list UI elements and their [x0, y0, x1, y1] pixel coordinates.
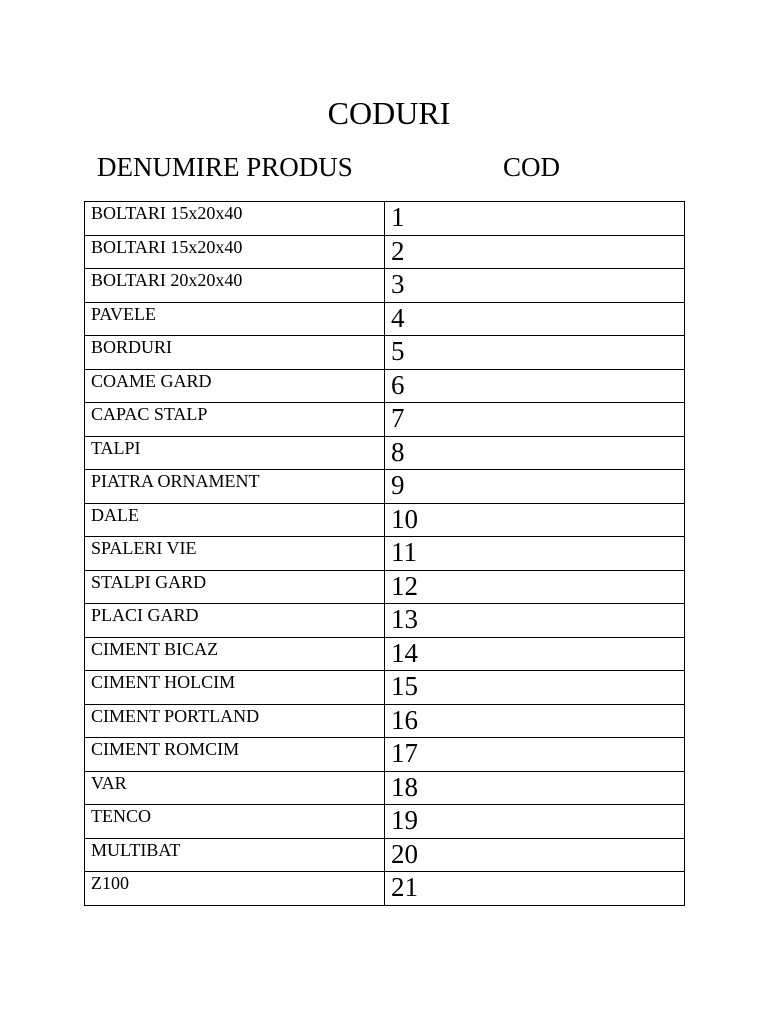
product-name-cell: PAVELE — [85, 302, 385, 336]
product-code-cell: 21 — [385, 872, 685, 906]
table-row — [85, 805, 685, 839]
product-codes-table — [84, 201, 685, 906]
table-row — [85, 336, 685, 370]
product-code-cell: 15 — [385, 671, 685, 705]
table-row — [85, 436, 685, 470]
table-row — [85, 637, 685, 671]
product-name-cell: CAPAC STALP — [85, 403, 385, 437]
product-code-cell: 18 — [385, 771, 685, 805]
table-row — [85, 570, 685, 604]
column-header-product-name: DENUMIRE PRODUS — [97, 152, 353, 182]
product-code-cell: 6 — [385, 369, 685, 403]
table-row — [85, 470, 685, 504]
table-row — [85, 537, 685, 571]
table-row — [85, 235, 685, 269]
product-name-cell: TALPI — [85, 436, 385, 470]
table-row — [85, 604, 685, 638]
table-row — [85, 838, 685, 872]
product-code-cell: 2 — [385, 235, 685, 269]
product-name-cell: BORDURI — [85, 336, 385, 370]
product-code-cell: 11 — [385, 537, 685, 571]
product-code-cell: 1 — [385, 202, 685, 236]
product-name-cell: MULTIBAT — [85, 838, 385, 872]
product-name-cell: BOLTARI 15x20x40 — [85, 235, 385, 269]
product-name-cell: DALE — [85, 503, 385, 537]
product-name-cell: PIATRA ORNAMENT — [85, 470, 385, 504]
table-row — [85, 269, 685, 303]
product-name-cell: BOLTARI 15x20x40 — [85, 202, 385, 236]
product-name-cell: PLACI GARD — [85, 604, 385, 638]
product-name-cell: CIMENT ROMCIM — [85, 738, 385, 772]
product-name-cell: CIMENT PORTLAND — [85, 704, 385, 738]
product-code-cell: 17 — [385, 738, 685, 772]
product-code-cell: 13 — [385, 604, 685, 638]
table-row — [85, 503, 685, 537]
page-title: CODURI — [327, 95, 451, 131]
table-row — [85, 202, 685, 236]
table-row — [85, 302, 685, 336]
product-code-cell: 14 — [385, 637, 685, 671]
product-name-cell: VAR — [85, 771, 385, 805]
product-code-cell: 20 — [385, 838, 685, 872]
product-name-cell: BOLTARI 20x20x40 — [85, 269, 385, 303]
table-row — [85, 738, 685, 772]
product-code-cell: 16 — [385, 704, 685, 738]
table-row — [85, 872, 685, 906]
product-code-cell: 10 — [385, 503, 685, 537]
product-name-cell: CIMENT BICAZ — [85, 637, 385, 671]
product-name-cell: STALPI GARD — [85, 570, 385, 604]
product-name-cell: COAME GARD — [85, 369, 385, 403]
product-code-cell: 19 — [385, 805, 685, 839]
table-row — [85, 771, 685, 805]
product-code-cell: 5 — [385, 336, 685, 370]
column-header-code: COD — [503, 152, 561, 182]
product-name-cell: CIMENT HOLCIM — [85, 671, 385, 705]
product-code-cell: 9 — [385, 470, 685, 504]
product-name-cell: Z100 — [85, 872, 385, 906]
product-code-cell: 7 — [385, 403, 685, 437]
table-row — [85, 403, 685, 437]
product-code-cell: 4 — [385, 302, 685, 336]
product-code-cell: 3 — [385, 269, 685, 303]
product-code-cell: 8 — [385, 436, 685, 470]
table-row — [85, 369, 685, 403]
table-row — [85, 704, 685, 738]
product-code-cell: 12 — [385, 570, 685, 604]
table-row — [85, 671, 685, 705]
product-name-cell: TENCO — [85, 805, 385, 839]
product-name-cell: SPALERI VIE — [85, 537, 385, 571]
